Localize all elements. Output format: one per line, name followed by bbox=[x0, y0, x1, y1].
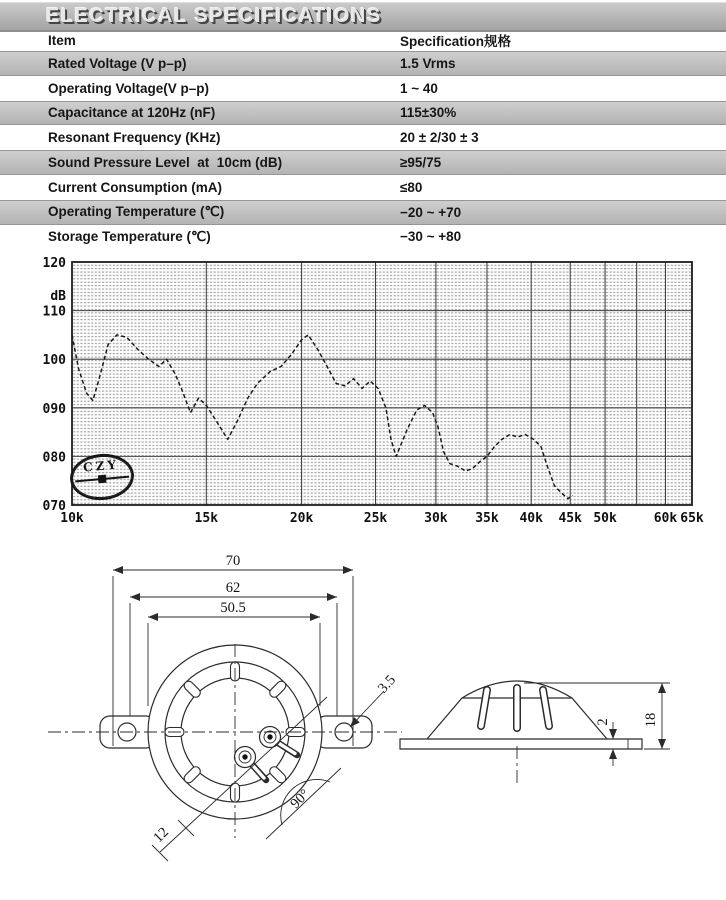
x-tick-label: 40k bbox=[519, 511, 543, 526]
spec-item-cell: Resonant Frequency (KHz) bbox=[48, 130, 221, 146]
spec-table-header-row bbox=[0, 29, 726, 51]
x-tick-label: 20k bbox=[289, 511, 314, 526]
spec-value-cell: −20 ~ +70 bbox=[400, 204, 462, 220]
dim-label-height: 18 bbox=[643, 712, 659, 728]
front-view-drawing bbox=[48, 553, 402, 861]
spec-row bbox=[0, 125, 726, 150]
spec-value-cell: 115±30% bbox=[400, 105, 457, 121]
x-tick-label: 65k bbox=[680, 511, 704, 526]
spec-value-cell: 20 ± 2/30 ± 3 bbox=[400, 130, 479, 146]
y-tick-label: 090 bbox=[42, 401, 66, 417]
y-tick-label: 110 bbox=[42, 304, 66, 320]
spec-row bbox=[0, 150, 726, 175]
dome-slots bbox=[481, 688, 549, 728]
y-axis-unit-label: dB bbox=[50, 289, 66, 304]
spec-item-cell: Storage Temperature (℃) bbox=[48, 228, 211, 244]
dim-label-inner: 50.5 bbox=[220, 600, 246, 616]
frequency-response-chart bbox=[26, 250, 726, 542]
x-tick-label: 25k bbox=[363, 511, 388, 526]
y-tick-label: 070 bbox=[42, 499, 66, 514]
draw-svg bbox=[0, 548, 726, 888]
dim-label-flange-thickness: 2 bbox=[595, 718, 611, 726]
spec-value-cell: ≥95/75 bbox=[400, 155, 442, 171]
spec-row bbox=[0, 76, 726, 101]
spec-row bbox=[0, 51, 726, 76]
x-tick-label: 10k bbox=[60, 511, 84, 526]
spec-item-cell: Operating Voltage(V p–p) bbox=[48, 80, 210, 96]
column-header-item: Item bbox=[48, 32, 76, 48]
spec-row bbox=[0, 175, 726, 200]
side-view-drawing bbox=[400, 681, 670, 783]
spec-row bbox=[0, 225, 726, 250]
spec-value-cell: 1.5 Vrms bbox=[400, 55, 456, 71]
chart-svg bbox=[26, 250, 726, 542]
dimension-2 bbox=[595, 718, 613, 766]
spec-value-cell: ≤80 bbox=[400, 179, 423, 195]
y-tick-label: 080 bbox=[42, 450, 66, 466]
y-tick-label: 100 bbox=[42, 353, 66, 369]
dim-label-pin-angle: 90° bbox=[287, 786, 314, 813]
spec-table bbox=[0, 29, 726, 249]
x-tick-label: 45k bbox=[558, 511, 582, 526]
flange-base bbox=[400, 739, 642, 749]
x-tick-label: 30k bbox=[424, 511, 448, 526]
spec-item-cell: Sound Pressure Level at 10cm (dB) bbox=[48, 155, 283, 171]
column-header-specification: Specification规格 bbox=[400, 34, 512, 49]
hole-leader-line bbox=[350, 691, 384, 727]
spec-row bbox=[0, 200, 726, 225]
logo-stamp-box bbox=[98, 475, 107, 484]
spec-item-cell: Current Consumption (mA) bbox=[48, 179, 222, 195]
x-tick-label: 50k bbox=[593, 511, 617, 526]
spec-value-cell: −30 ~ +80 bbox=[400, 229, 462, 245]
mechanical-drawings bbox=[0, 548, 726, 888]
dim-label-overall: 70 bbox=[225, 553, 241, 569]
spec-value-cell: 1 ~ 40 bbox=[400, 80, 438, 96]
x-tick-label: 60k bbox=[653, 511, 678, 526]
x-tick-label: 35k bbox=[475, 511, 499, 526]
logo-stamp-text: CZY bbox=[82, 457, 120, 475]
dim-label-body: 62 bbox=[225, 580, 241, 596]
spec-item-cell: Operating Temperature (℃) bbox=[48, 204, 225, 220]
dim-label-hole: 3.5 bbox=[375, 672, 400, 697]
page-title: ELECTRICAL SPECIFICATIONS bbox=[46, 5, 382, 27]
dim-label-pin-spacing: 12 bbox=[150, 824, 172, 846]
y-tick-label: 120 bbox=[42, 256, 66, 271]
spec-row bbox=[0, 101, 726, 126]
x-tick-label: 15k bbox=[194, 511, 219, 526]
section-header-bar bbox=[0, 2, 726, 32]
spec-table-rows bbox=[0, 51, 726, 249]
spec-item-cell: Capacitance at 120Hz (nF) bbox=[48, 105, 216, 121]
spec-item-cell: Rated Voltage (V p–p) bbox=[48, 55, 187, 71]
